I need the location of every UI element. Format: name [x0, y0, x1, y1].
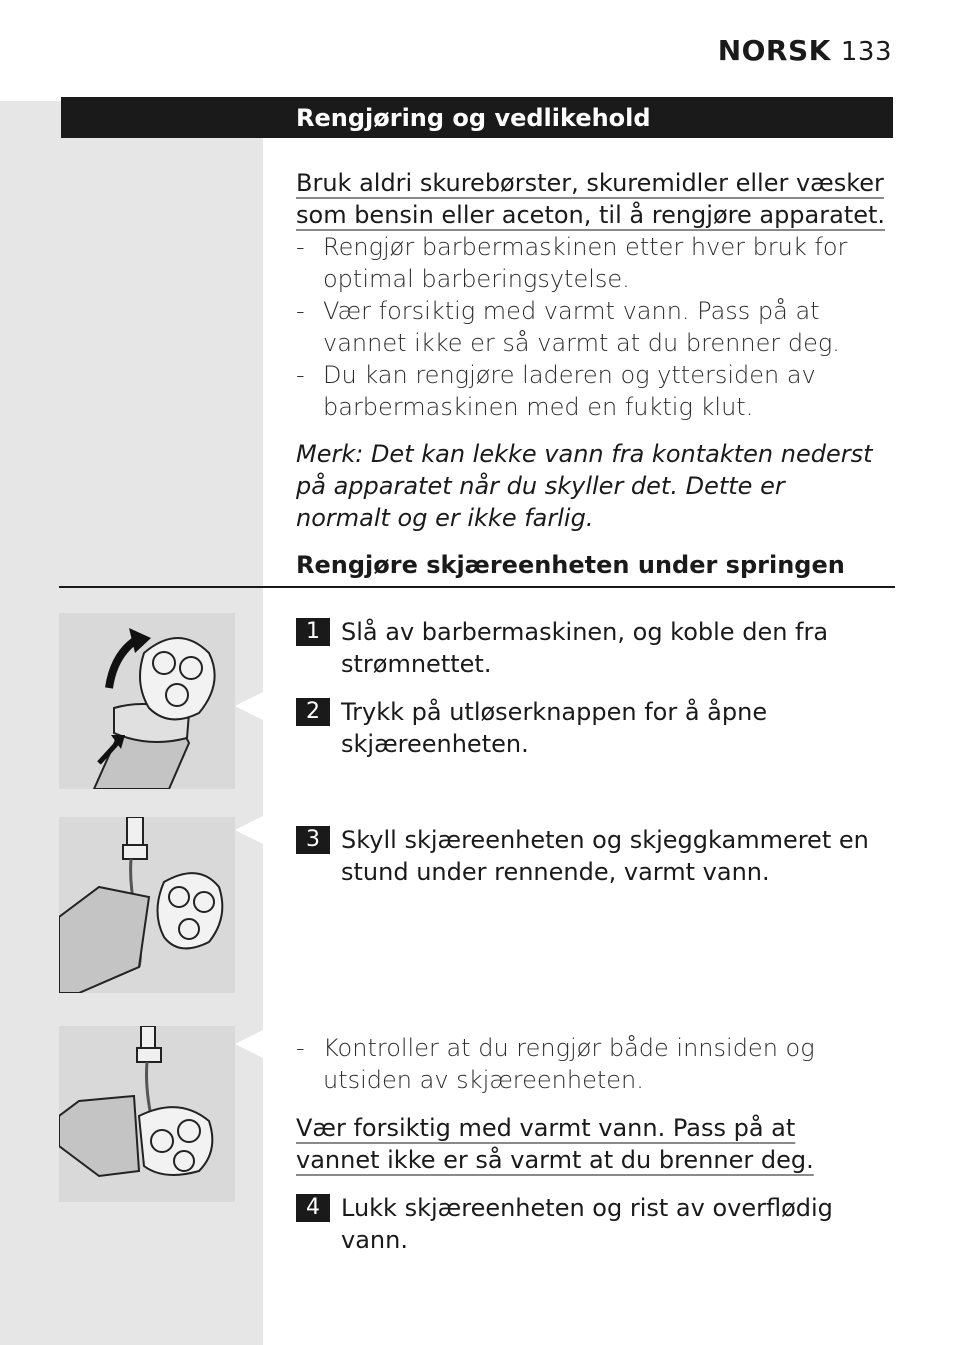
step-item [296, 616, 886, 680]
step-text: Trykk på utløserknappen for å åpne skjæreenheten. [341, 698, 768, 758]
steps-block-1 [296, 616, 886, 760]
step-item [296, 824, 886, 888]
step-item [296, 1192, 886, 1256]
steps-block-2 [296, 824, 886, 888]
illustration-rinse-closed [59, 1026, 235, 1202]
page-number: 133 [840, 37, 892, 67]
shaver-rinse-closed-icon [59, 1026, 235, 1202]
tip-item: - Rengjør barbermaskinen etter hver bruk for optimal barberingsytelse. [296, 231, 886, 295]
illustration-pointer [235, 692, 263, 720]
language-label: NORSK [717, 34, 831, 67]
tip-item: - Du kan rengjøre laderen og yttersiden av barbermaskinen med en fuktig klut. [296, 359, 886, 423]
page-header [718, 34, 892, 67]
step-number: 3 [296, 826, 330, 854]
illustration-pointer [235, 816, 263, 844]
step-item [296, 696, 886, 760]
step-text: Lukk skjæreenheten og rist av overflødig vann. [341, 1194, 833, 1254]
warning-text-2: Vær forsiktig med varmt vann. Pass på at vannet ikke er så varmt at du brenner deg. [296, 1114, 814, 1174]
subsection-rule [59, 586, 895, 588]
tip-item: - Kontroller at du rengjør både innsiden og utsiden av skjæreenheten. [296, 1032, 886, 1096]
step-number: 1 [296, 618, 330, 646]
step-number: 4 [296, 1194, 330, 1222]
subsection-title: Rengjøre skjæreenheten under springen [296, 551, 845, 579]
section-title-bar [61, 97, 893, 138]
illustration-pointer [235, 1030, 263, 1058]
steps-block-3 [296, 1032, 886, 1256]
shaver-open-icon [59, 613, 235, 789]
illustration-rinse-open [59, 817, 235, 993]
step-text: Slå av barbermaskinen, og koble den fra strømnettet. [341, 618, 829, 678]
tip-item: - Vær forsiktig med varmt vann. Pass på at vannet ikke er så varmt at du brenner deg. [296, 295, 886, 359]
step-number: 2 [296, 698, 330, 726]
section-title: Rengjøring og vedlikehold [296, 104, 651, 132]
illustration-open-shaver [59, 613, 235, 789]
step-text: Skyll skjæreenheten og skjeggkammeret en stund under rennende, varmt vann. [341, 826, 869, 886]
note-text: Merk: Det kan lekke vann fra kontakten nederst på apparatet når du skyller det. Dette er normalt og er ikke farlig. [296, 440, 873, 532]
warning-text-1: Bruk aldri skurebørster, skuremidler eller væsker som bensin eller aceton, til å rengjøre apparatet. [296, 169, 886, 229]
intro-block [296, 167, 886, 581]
shaver-rinse-icon [59, 817, 235, 993]
